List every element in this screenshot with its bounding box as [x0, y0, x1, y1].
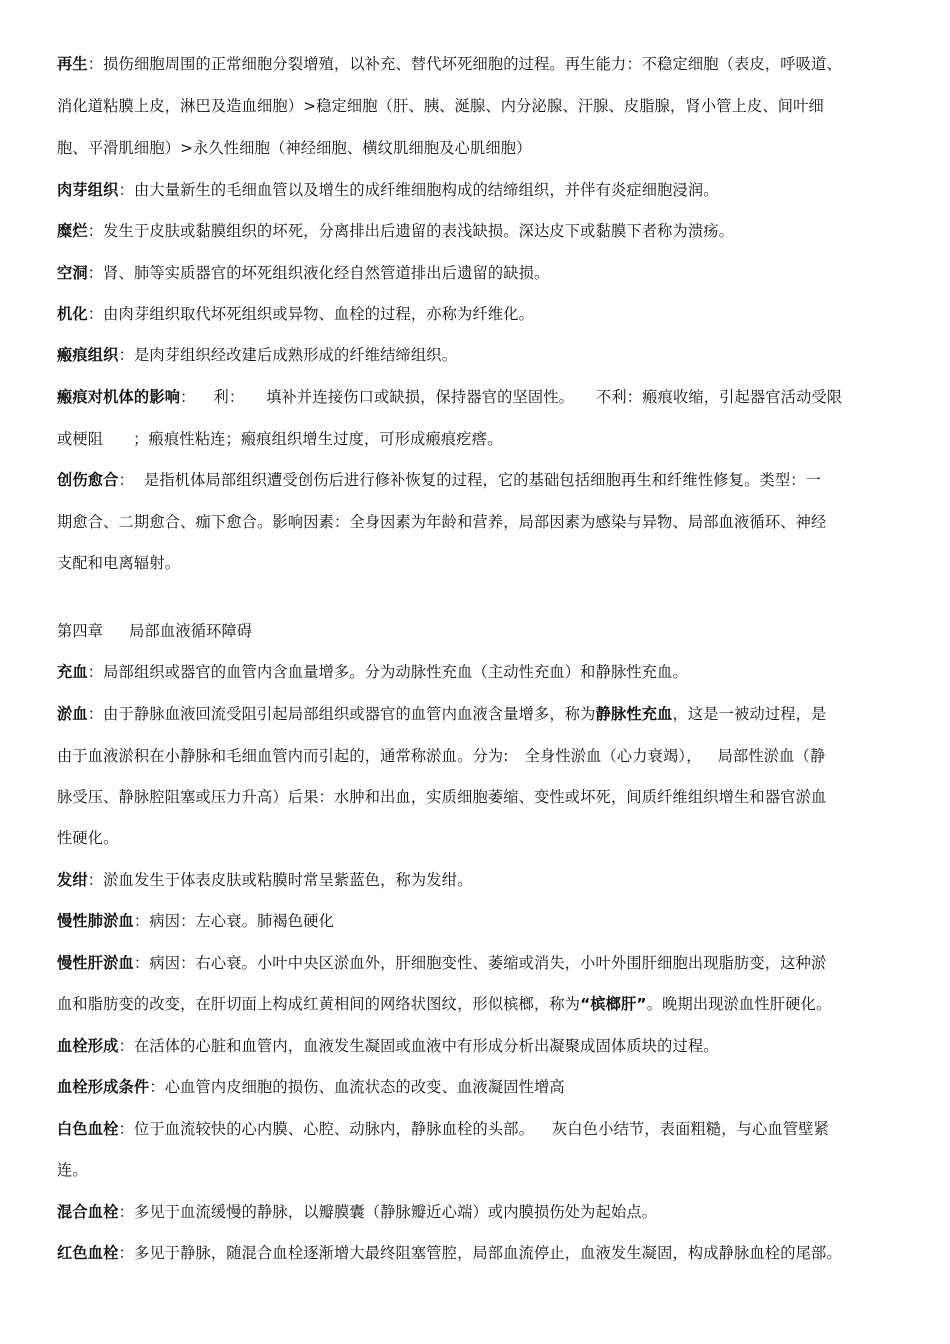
entry-regeneration-line1: [57, 53, 907, 75]
colon: ：: [118, 471, 134, 489]
term-chronic-lung-congestion: 慢性肺淤血: [57, 912, 134, 930]
entry-thrombosis-conditions: [57, 1076, 907, 1098]
chapter-number: 第四章: [57, 622, 104, 640]
entry-scar-tissue: [57, 344, 907, 366]
entry-chronic-lung-congestion: [57, 910, 907, 932]
term-scar-tissue: 瘢痕组织: [57, 346, 119, 364]
entry-congestion-line1: [57, 703, 907, 725]
entry-regeneration-line3: [57, 137, 907, 159]
term-cavity: 空洞: [57, 264, 88, 282]
colon: ：: [180, 388, 196, 406]
definition-text: 性硬化。: [57, 829, 119, 847]
definition-text: 。晚期出现淤血性肝硬化。: [646, 995, 832, 1013]
definition-text: 不利：瘢痕收缩，引起器官活动受限: [596, 388, 843, 406]
entry-chronic-liver-congestion-line1: [57, 952, 907, 974]
definition-text: 或梗阻: [57, 430, 104, 448]
definition-text: 局部性淤血（静: [717, 747, 826, 765]
definition-text: ：由肉芽组织取代坏死组织或异物、血栓的过程，亦称为纤维化。: [87, 305, 535, 323]
definition-text: ：位于血流较快的心内膜、心腔、动脉内，静脉血栓的头部。: [118, 1120, 535, 1138]
entry-chronic-liver-congestion-line2: [57, 993, 907, 1015]
term-thrombosis: 血栓形成: [57, 1037, 119, 1055]
entry-wound-healing-line1: [57, 469, 907, 491]
term-cyanosis: 发绀: [57, 871, 88, 889]
term-chronic-liver-congestion: 慢性肝淤血: [57, 954, 134, 972]
term-scar-effect: 瘢痕对机体的影响: [57, 388, 181, 406]
definition-text: ；瘢痕性粘连；瘢痕组织增生过度，可形成瘢痕疙瘩。: [133, 430, 503, 448]
definition-text: ，这是一被动过程，是: [672, 705, 827, 723]
definition-text: 是指机体局部组织遭受创伤后进行修补恢复的过程，它的基础包括细胞再生和纤维性修复。类型：一: [143, 471, 822, 489]
entry-erosion: [57, 220, 907, 242]
definition-text: 支配和电离辐射。: [57, 554, 181, 572]
entry-mixed-thrombus: [57, 1201, 907, 1223]
definition-text: 灰白色小结节，表面粗糙，与心血管壁紧: [552, 1120, 830, 1138]
term-organization: 机化: [57, 305, 88, 323]
definition-text: ：多见于静脉，随混合血栓逐渐增大最终阻塞管腔，局部血流停止，血液发生凝固，构成静脉血栓的尾部。: [118, 1244, 842, 1262]
definition-text: ：损伤细胞周围的正常细胞分裂增殖，以补充、替代坏死细胞的过程。再生能力：不稳定细胞（表皮，呼吸道、: [87, 55, 842, 73]
definition-text: ：由于静脉血液回流受阻引起局部组织或器官的血管内血液含量增多，称为: [87, 705, 596, 723]
definition-text: 期愈合、二期愈合、痂下愈合。影响因素：全身因素为年龄和营养，局部因素为感染与异物、局部血液循环、神经: [57, 513, 827, 531]
definition-text: 脉受压、静脉腔阻塞或压力升高）后果：水肿和出血，实质细胞萎缩、变性或坏死，间质纤维组织增生和器官淤血: [57, 788, 827, 806]
entry-scar-effect-line1: [57, 386, 907, 408]
entry-congestion-line2: [57, 745, 907, 767]
entry-white-thrombus-line2: [57, 1159, 907, 1181]
entry-wound-healing-line3: [57, 552, 907, 574]
term-mixed-thrombus: 混合血栓: [57, 1203, 119, 1221]
entry-red-thrombus: [57, 1242, 907, 1264]
definition-text: ：局部组织或器官的血管内含血量增多。分为动脉性充血（主动性充血）和静脉性充血。: [87, 663, 688, 681]
term-hyperemia: 充血: [57, 663, 88, 681]
definition-text: ：病因：右心衰。小叶中央区淤血外，肝细胞变性、萎缩或消失，小叶外围肝细胞出现脂肪变，这种淤: [133, 954, 827, 972]
entry-organization: [57, 303, 907, 325]
definition-text: 填补并连接伤口或缺损，保持器官的坚固性。: [266, 388, 575, 406]
definition-text: ：多见于血流缓慢的静脉，以瓣膜囊（静脉瓣近心端）或内膜损伤处为起始点。: [118, 1203, 658, 1221]
chapter-title: 局部血液循环障碍: [129, 622, 253, 640]
definition-text: ：心血管内皮细胞的损伤、血流状态的改变、血液凝固性增高: [149, 1078, 565, 1096]
definition-text: 消化道粘膜上皮，淋巴及造血细胞）>稳定细胞（肝、胰、涎腺、内分泌腺、汗腺、皮脂腺，肾小管上皮、间叶细: [57, 97, 824, 115]
term-red-thrombus: 红色血栓: [57, 1244, 119, 1262]
definition-text: ：淤血发生于体表皮肤或粘膜时常呈紫蓝色，称为发绀。: [87, 871, 473, 889]
entry-thrombosis: [57, 1035, 907, 1057]
entry-congestion-line4: [57, 827, 907, 849]
definition-text: ：由大量新生的毛细血管以及增生的成纤维细胞构成的结缔组织，并伴有炎症细胞浸润。: [118, 181, 719, 199]
term-congestion: 淤血: [57, 705, 88, 723]
definition-text: 连。: [57, 1161, 88, 1179]
term-erosion: 糜烂: [57, 222, 88, 240]
entry-cyanosis: [57, 869, 907, 891]
term-thrombosis-conditions: 血栓形成条件: [57, 1078, 150, 1096]
term-wound-healing: 创伤愈合: [57, 471, 119, 489]
benefit-label: 利：: [213, 388, 245, 406]
definition-text: ：是肉芽组织经改建后成熟形成的纤维结缔组织。: [118, 346, 458, 364]
definition-text: 胞、平滑肌细胞）>永久性细胞（神经细胞、横纹肌细胞及心肌细胞）: [57, 139, 532, 157]
entry-congestion-line3: [57, 786, 907, 808]
definition-text: 由于血液淤积在小静脉和毛细血管内而引起的，通常称淤血。分为:: [57, 747, 509, 765]
term-granulation: 肉芽组织: [57, 181, 119, 199]
definition-text: 血和脂肪变的改变，在肝切面上构成红黄相间的网络状图纹，形似槟榔，称为: [57, 995, 581, 1013]
entry-cavity: [57, 262, 907, 284]
emphasis-venous-hyperemia: 静脉性充血: [595, 705, 673, 723]
entry-white-thrombus-line1: [57, 1118, 907, 1140]
definition-text: ：肾、肺等实质器官的坏死组织液化经自然管道排出后遗留的缺损。: [87, 264, 550, 282]
definition-text: ：病因：左心衰。肺褐色硬化: [133, 912, 334, 930]
definition-text: 全身性淤血（心力衰竭），: [524, 747, 702, 765]
entry-wound-healing-line2: [57, 511, 907, 533]
entry-scar-effect-line2: [57, 428, 907, 450]
entry-granulation: [57, 179, 907, 201]
term-regeneration: 再生: [57, 55, 88, 73]
emphasis-nutmeg-liver: “槟榔肝”: [580, 995, 647, 1013]
entry-hyperemia: [57, 661, 907, 683]
chapter-heading: [57, 620, 907, 642]
term-white-thrombus: 白色血栓: [57, 1120, 119, 1138]
definition-text: ：发生于皮肤或黏膜组织的坏死，分离排出后遗留的表浅缺损。深达皮下或黏膜下者称为溃疡。: [87, 222, 735, 240]
entry-regeneration-line2: [57, 95, 907, 117]
definition-text: ：在活体的心脏和血管内，血液发生凝固或血液中有形成分析出凝聚成固体质块的过程。: [118, 1037, 719, 1055]
